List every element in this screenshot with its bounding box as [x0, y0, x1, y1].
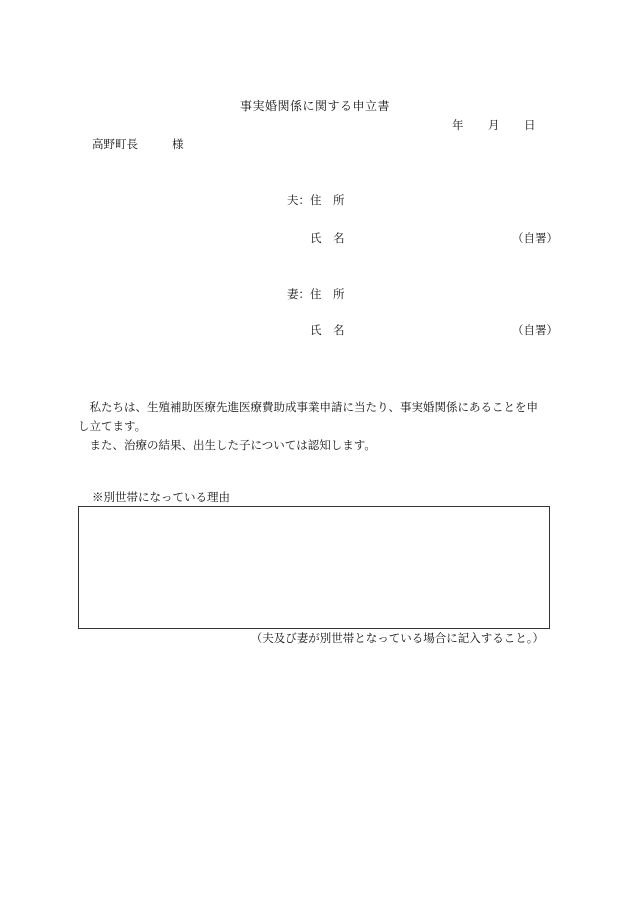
document-title: 事実婚関係に関する申立書 [239, 99, 390, 113]
reason-label: ※別世帯になっている理由 [92, 490, 230, 504]
husband-name-label: 氏 名 [310, 231, 345, 245]
husband-category-label: 夫： [287, 193, 310, 207]
wife-signature-note: （自署） [512, 323, 558, 337]
wife-name-label: 氏 名 [310, 323, 345, 337]
husband-signature-note: （自署） [512, 231, 558, 245]
reason-note: （夫及び妻が別世帯となっている場合に記入すること。） [250, 631, 544, 645]
date-year-label: 年 [452, 118, 464, 132]
date-day-label: 日 [524, 118, 536, 132]
addressee-honorific: 様 [172, 137, 184, 151]
husband-address-label: 住 所 [310, 193, 345, 207]
wife-category-label: 妻： [287, 287, 310, 301]
wife-address-label: 住 所 [310, 287, 345, 301]
statement-paragraph-2: また、治療の結果、出生した子については認知します。 [89, 438, 376, 452]
date-month-label: 月 [488, 118, 500, 132]
reason-input-box[interactable] [78, 506, 550, 629]
addressee: 高野町長 [92, 137, 138, 151]
statement-text [78, 398, 548, 455]
statement-paragraph-1: 私たちは、生殖補助医療先進医療費助成事業申請に当たり、事実婚関係にあることを申し立てます。 [78, 400, 538, 433]
